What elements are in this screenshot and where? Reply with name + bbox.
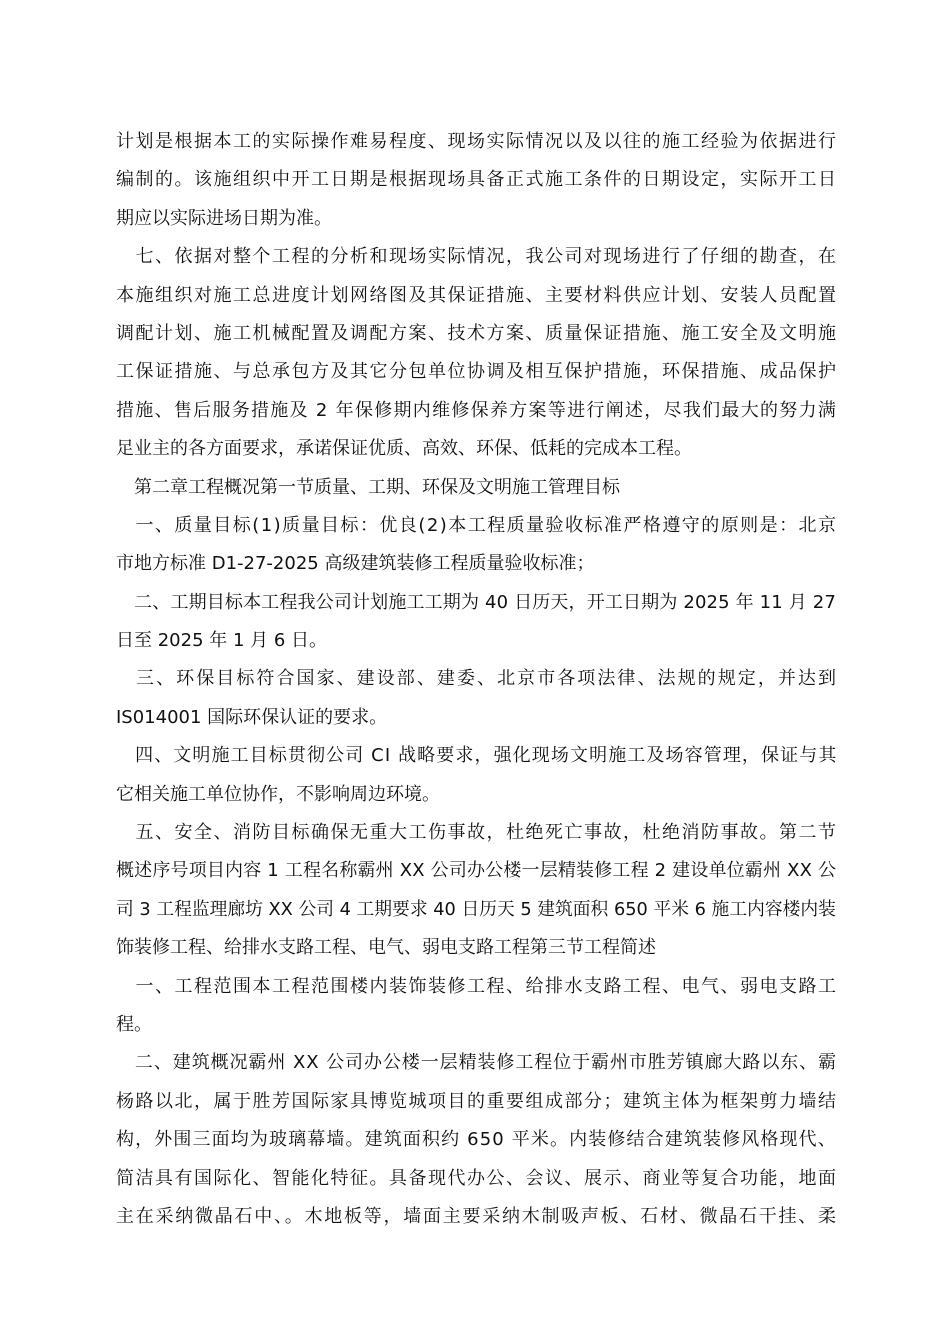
- text-line: 措施、售后服务措施及 2 年保修期内维修保养方案等进行阐述，尽我们最大的努力满: [116, 399, 838, 421]
- text-line: 饰装修工程、给排水支路工程、电气、弱电支路工程第三节工程简述: [116, 937, 656, 959]
- text-line: 五、安全、消防目标确保无重大工伤事故，杜绝死亡事故，杜绝消防事故。第二节: [116, 822, 838, 844]
- text-line: 它相关施工单位协作，不影响周边环境。: [116, 783, 440, 805]
- text-line: 二、建筑概况霸州 XX 公司办公楼一层精装修工程位于霸州市胜芳镇廊大路以东、霸: [116, 1052, 838, 1074]
- text-line: 概述序号项目内容 1 工程名称霸州 XX 公司办公楼一层精装修工程 2 建设单位霸州 XX 公: [116, 860, 837, 882]
- text-line: 工保证措施、与总承包方及其它分包单位协调及相互保护措施，环保措施、成品保护: [116, 361, 838, 383]
- text-line: IS014001 国际环保认证的要求。: [116, 706, 388, 728]
- text-line: 二、工期目标本工程我公司计划施工工期为 40 日历天，开工日期为 2025 年 11 月 27: [116, 591, 836, 613]
- document-body: [116, 123, 839, 1236]
- text-line: 三、环保目标符合国家、建设部、建委、北京市各项法律、法规的规定，并达到: [116, 668, 839, 690]
- text-line: 日至 2025 年 1 月 6 日。: [116, 630, 328, 652]
- text-line: 一、质量目标(1)质量目标：优良(2)本工程质量验收标准严格遵守的原则是：北京: [116, 514, 838, 536]
- text-line: 司 3 工程监理廊坊 XX 公司 4 工期要求 40 日历天 5 建筑面积 650 平米 6 施工内容楼内装: [116, 898, 836, 920]
- text-line: 期应以实际进场日期为准。: [116, 207, 332, 229]
- text-line: 足业主的各方面要求，承诺保证优质、高效、环保、低耗的完成本工程。: [116, 438, 692, 460]
- text-line: 七、依据对整个工程的分析和现场实际情况，我公司对现场进行了仔细的勘查，在: [116, 246, 838, 268]
- text-line: 四、文明施工目标贯彻公司 CI 战略要求，强化现场文明施工及场容管理，保证与其: [116, 745, 838, 767]
- text-line: 调配计划、施工机械配置及调配方案、技术方案、质量保证措施、施工安全及文明施: [116, 322, 838, 344]
- text-line: 杨路以北，属于胜芳国际家具博览城项目的重要组成部分；建筑主体为框架剪力墙结: [116, 1090, 838, 1112]
- text-line: 计划是根据本工的实际操作难易程度、现场实际情况以及以往的施工经验为依据进行: [116, 131, 838, 152]
- text-line: 编制的。该施组织中开工日期是根据现场具备正式施工条件的日期设定，实际开工日: [116, 169, 838, 191]
- text-line: 本施组织对施工总进度计划网络图及其保证措施、主要材料供应计划、安装人员配置: [116, 284, 838, 306]
- text-line: 程。: [116, 1013, 152, 1035]
- section-heading: 第二章工程概况第一节质量、工期、环保及文明施工管理目标: [116, 476, 620, 498]
- text-line: 市地方标准 D1-27-2025 高级建筑装修工程质量验收标准；: [116, 553, 595, 575]
- text-line: 主在采纳微晶石中、。木地板等，墙面主要采纳木制吸声板、石材、微晶石干挂、柔: [116, 1205, 838, 1227]
- text-line: 简洁具有国际化、智能化特征。具备现代办公、会议、展示、商业等复合功能，地面: [116, 1167, 838, 1189]
- text-line: 构，外围三面均为玻璃幕墙。建筑面积约 650 平米。内装修结合建筑装修风格现代、: [116, 1129, 837, 1151]
- text-line: 一、工程范围本工程范围楼内装饰装修工程、给排水支路工程、电气、弱电支路工: [116, 975, 838, 997]
